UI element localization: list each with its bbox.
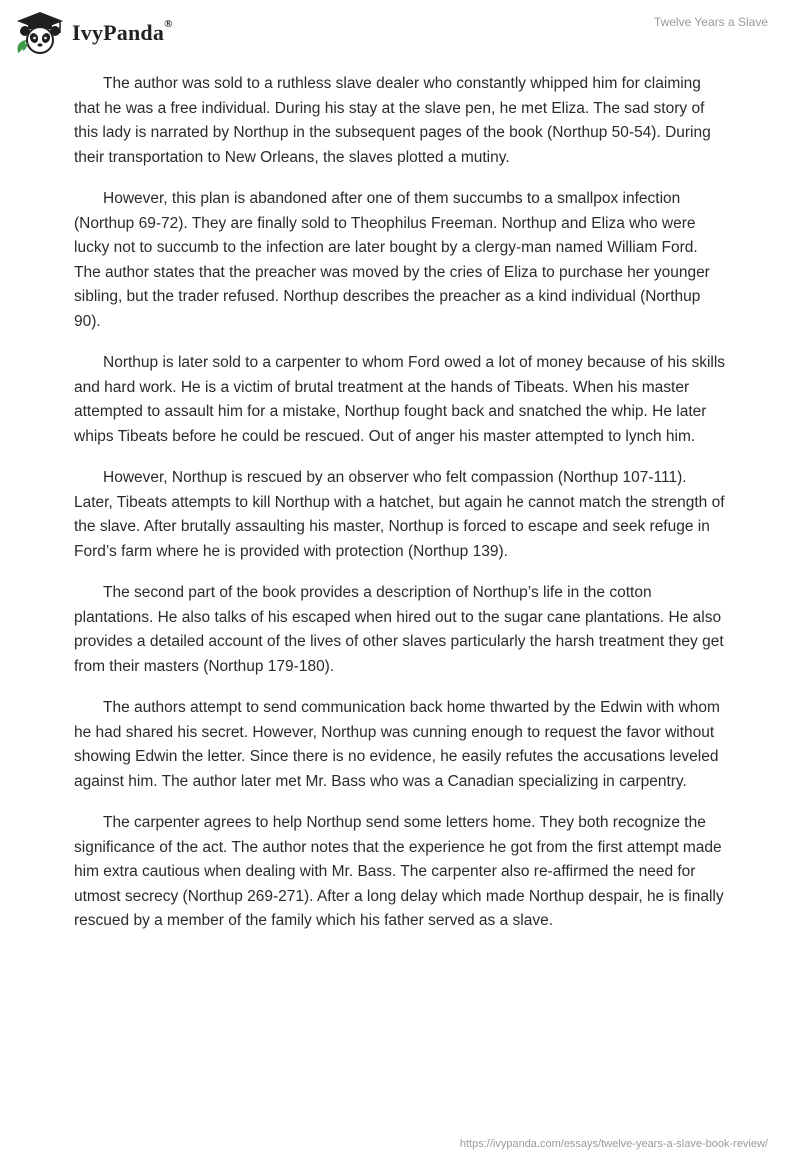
paragraph: However, Northup is rescued by an observer who felt compassion (Northup 107-111). Later, Tibeats attempts to kill Northup with a hatchet, but again he cannot match the strength of the slave. After brutally assaulting his master, Northup is forced to escape and seek refuge in Ford’s farm where he is provided with protection (Northup 139). bbox=[74, 469, 725, 560]
essay-body bbox=[74, 72, 728, 951]
paragraph: However, this plan is abandoned after one of them succumbs to a smallpox infection (Northup 69-72). They are finally sold to Theophilus Freeman. Northup and Eliza who were lucky not to succumb to the infection are later bought by a clergy-man named William Ford. The author states that the preacher was moved by the cries of Eliza to purchase her younger sibling, but the trader refused. Northup describes the preacher as a kind individual (Northup 90). bbox=[74, 190, 710, 330]
paragraph: The second part of the book provides a description of Northup’s life in the cotton plantations. He also talks of his escaped when hired out to the sugar cane plantations. He also provides a detailed account of the lives of other slaves particularly the harsh treatment they get from their masters (Northup 179-180). bbox=[74, 584, 724, 675]
brand-logo[interactable] bbox=[14, 10, 173, 56]
paragraph: The authors attempt to send communication back home thwarted by the Edwin with whom he had shared his secret. However, Northup was cunning enough to request the favor without showing Edwin the letter. Since there is no evidence, he easily refutes the accusations leveled against him. The author later met Mr. Bass who was a Canadian specializing in carpentry. bbox=[74, 699, 720, 790]
paragraph: The author was sold to a ruthless slave dealer who constantly whipped him for claiming that he was a free individual. During his stay at the slave pen, he met Eliza. The sad story of this lady is narrated by Northup in the subsequent pages of the book (Northup 50-54). During their transportation to New Orleans, the slaves plotted a mutiny. bbox=[74, 75, 711, 166]
source-url[interactable]: https://ivypanda.com/essays/twelve-years-a-slave-book-review/ bbox=[459, 1138, 768, 1150]
paragraph: The carpenter agrees to help Northup send some letters home. They both recognize the significance of the act. The author notes that the experience he got from the first attempt made him extra cautious when dealing with Mr. Bass. The carpenter also re-affirmed the need for utmost secrecy (Northup 269-271). After a long delay which made Northup despair, he is finally rescued by a member of the family which his father served as a slave. bbox=[74, 814, 724, 929]
paragraph: Northup is later sold to a carpenter to whom Ford owed a lot of money because of his skills and hard work. He is a victim of brutal treatment at the hands of Tibeats. When his master attempted to assault him for a mistake, Northup fought back and snatched the whip. He later whips Tibeats before he could be rescued. Out of anger his master attempted to lynch him. bbox=[74, 354, 726, 445]
brand-name: IvyPanda® bbox=[72, 18, 173, 45]
document-title: Twelve Years a Slave bbox=[653, 15, 768, 29]
panda-graduation-cap-icon bbox=[14, 11, 66, 55]
